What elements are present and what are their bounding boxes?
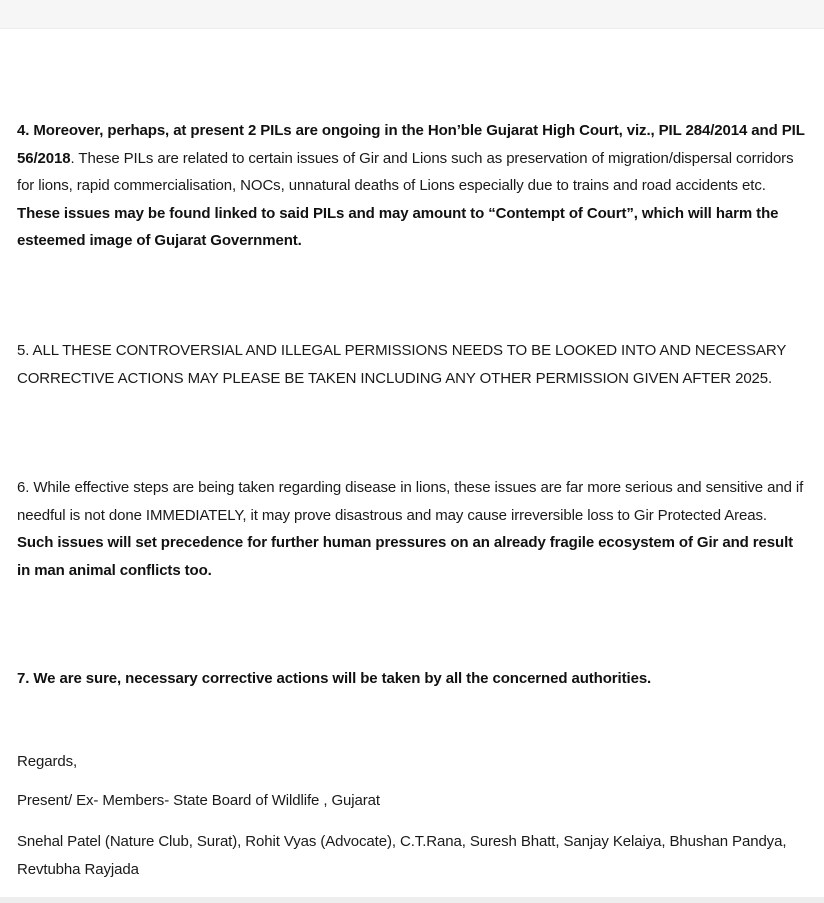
members-line: Present/ Ex- Members- State Board of Wildlife , Gujarat xyxy=(17,792,380,809)
paragraph-6 xyxy=(17,474,807,584)
paragraph-7 xyxy=(17,665,807,693)
paragraph-6-body: 6. While effective steps are being taken regarding disease in lions, these issues are far more serious and sensitive and if needful is not done IMMEDIATELY, it may prove disastrous and may cause irreversible loss to Gir Protected Areas. xyxy=(17,479,804,524)
signatory-names: Snehal Patel (Nature Club, Surat), Rohit Vyas (Advocate), C.T.Rana, Suresh Bhatt, Sanjay Kelaiya, Bhushan Pandya, Revtubha Rayjada xyxy=(17,833,787,878)
paragraph-4 xyxy=(17,117,807,255)
paragraph-5: 5. ALL THESE CONTROVERSIAL AND ILLEGAL PERMISSIONS NEEDS TO BE LOOKED INTO AND NECESSARY CORRECTIVE ACTIONS MAY PLEASE BE TAKEN INCLUDING ANY OTHER PERMISSION GIVEN AFTER 2025. xyxy=(17,342,786,387)
document-page xyxy=(0,29,824,903)
regards-line: Regards, xyxy=(17,753,78,770)
paragraph-7-bold: 7. We are sure, necessary corrective actions will be taken by all the concerned authorities. xyxy=(17,670,652,687)
paragraph-4-bold-conclusion: These issues may be found linked to said PILs and may amount to “Contempt of Court”, which will harm the esteemed image of Gujarat Government. xyxy=(17,204,779,249)
top-bar xyxy=(0,0,824,29)
paragraph-6-bold-conclusion: Such issues will set precedence for further human pressures on an already fragile ecosystem of Gir and result in man animal conflicts too. xyxy=(17,534,794,579)
paragraph-4-bold-lead: 4. Moreover, perhaps, at present 2 PILs are ongoing in the Hon’ble Gujarat High Court, viz., PIL 284/2014 and PIL 56/2018 xyxy=(17,122,805,167)
paragraph-4-body: . These PILs are related to certain issues of Gir and Lions such as preservation of migration/dispersal corridors for lions, rapid commercialisation, NOCs, unnatural deaths of Lions especially due to trains and road accidents etc. xyxy=(17,149,794,194)
bottom-divider xyxy=(0,897,824,903)
